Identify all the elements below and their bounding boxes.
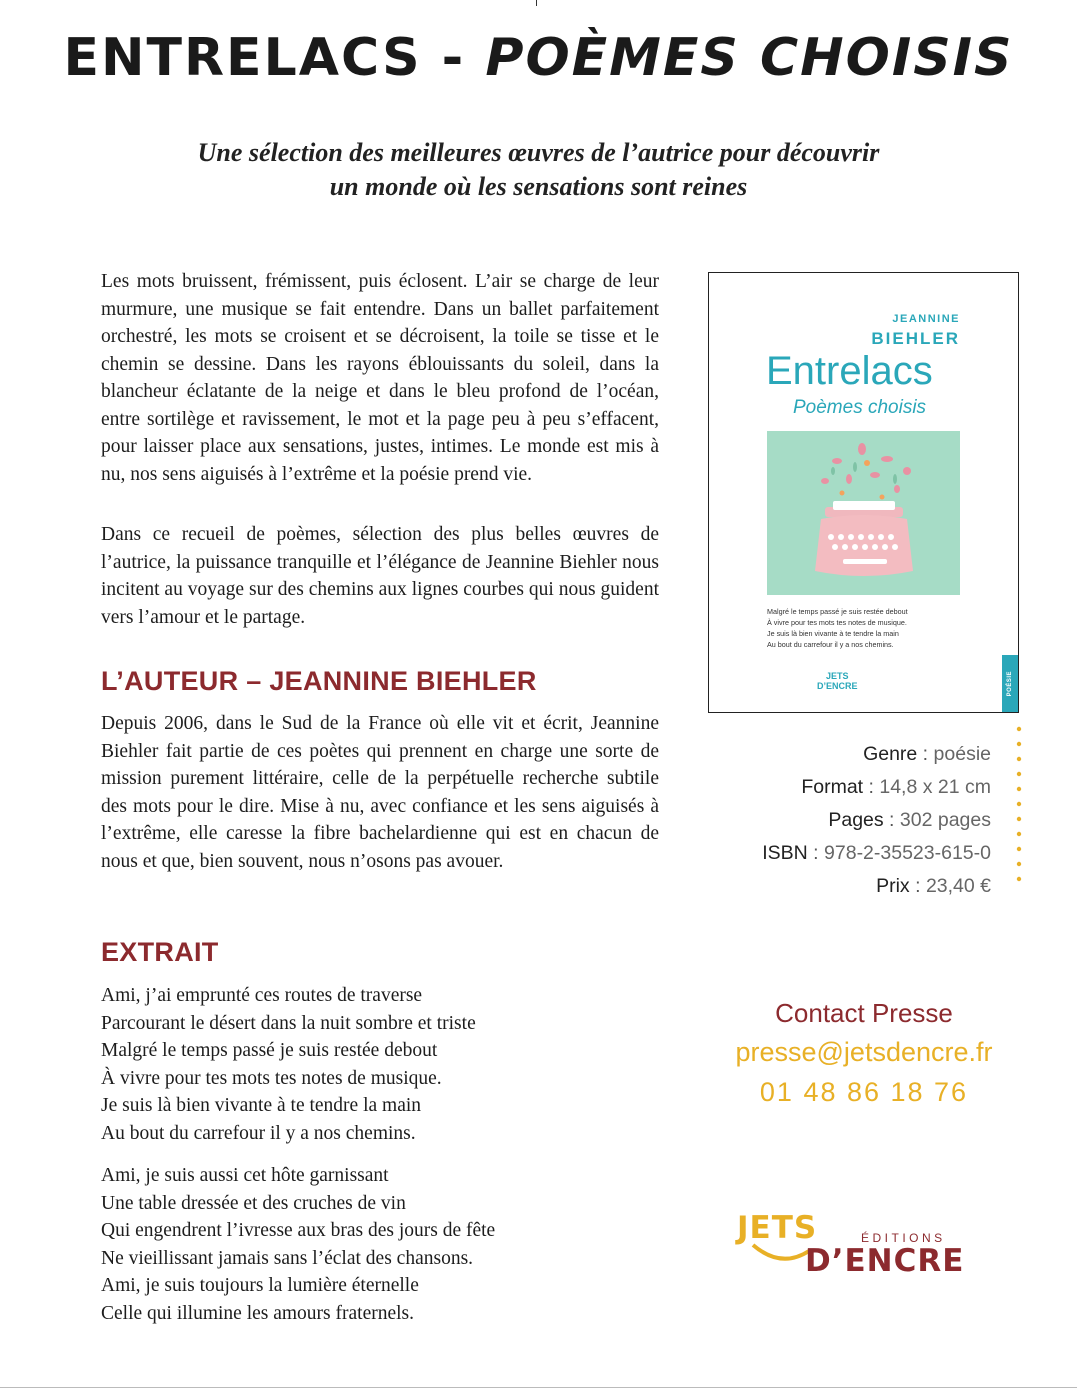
bottom-rule xyxy=(0,1387,1077,1388)
poem-line: Ami, je suis toujours la lumière éternelle xyxy=(101,1275,419,1296)
poem-line: Une table dressée et des cruches de vin xyxy=(101,1192,406,1214)
detail-value: 978-2-35523-615-0 xyxy=(824,842,991,864)
cover-quote-line: À vivre pour tes mots tes notes de musique. xyxy=(767,618,907,627)
detail-row: Prix : 23,40 € xyxy=(876,875,991,897)
cover-subtitle: Poèmes choisis xyxy=(793,397,927,418)
extract-heading: EXTRAIT xyxy=(101,937,219,967)
poem-line: Parcourant le désert dans la nuit sombre et triste xyxy=(101,1012,476,1034)
cover-publisher-logo xyxy=(817,671,858,691)
cover-author-first: JEANNINE xyxy=(892,313,960,325)
subtitle-line: Une sélection des meilleures œuvres de l’autrice pour découvrir xyxy=(197,138,880,167)
poem-line: Ne vieillissant jamais sans l’éclat des chansons. xyxy=(101,1247,474,1269)
logo-editions: ÉDITIONS xyxy=(861,1231,946,1245)
cover-logo-dencre: D’ENCRE xyxy=(817,681,858,691)
poem-line: Au bout du carrefour il y a nos chemins. xyxy=(101,1122,416,1144)
poem-line: À vivre pour tes mots tes notes de musique. xyxy=(101,1067,442,1089)
typewriter-illustration xyxy=(767,431,960,595)
title-main: ENTRELACS - xyxy=(63,28,486,88)
contact-label: Contact Presse xyxy=(775,998,953,1028)
poem-line: Qui engendrent l’ivresse aux bras des jours de fête xyxy=(101,1220,496,1241)
cover-quote-line: Au bout du carrefour il y a nos chemins. xyxy=(767,640,894,649)
detail-label: Pages xyxy=(828,809,884,831)
cover-spine-label: POÉSIE xyxy=(1007,671,1013,697)
detail-label: Genre xyxy=(863,743,918,765)
logo-swoosh-icon xyxy=(751,1243,811,1273)
subtitle-line: un monde où les sensations sont reines xyxy=(329,172,748,201)
cover-quote xyxy=(767,606,908,650)
typewriter-icon xyxy=(767,431,960,595)
detail-value: 302 pages xyxy=(899,809,991,831)
detail-label: Prix xyxy=(876,875,910,897)
poem-line: Malgré le temps passé je suis restée debout xyxy=(101,1040,438,1061)
detail-row: Format : 14,8 x 21 cm xyxy=(801,776,991,798)
detail-row: ISBN : 978-2-35523-615-0 xyxy=(762,842,991,864)
contact-phone[interactable]: 01 48 86 18 76 xyxy=(759,1077,969,1107)
poem-stanza-2 xyxy=(101,1162,495,1327)
poem-line: Ami, j’ai emprunté ces routes de traverse xyxy=(101,985,423,1006)
top-mark xyxy=(536,0,537,6)
cover-logo-jets: JETS xyxy=(826,671,849,681)
page-subtitle xyxy=(0,136,1077,204)
detail-value: 23,40 € xyxy=(925,875,991,897)
detail-label: Format xyxy=(801,776,864,798)
cover-quote-line: Je suis là bien vivante à te tendre la main xyxy=(767,629,899,638)
book-cover xyxy=(708,272,1019,713)
detail-label: ISBN xyxy=(762,842,808,864)
page-title xyxy=(0,28,1077,88)
cover-quote-line: Malgré le temps passé je suis restée debout xyxy=(767,607,908,616)
detail-row: Genre : poésie xyxy=(863,743,991,765)
poem-line: Je suis là bien vivante à te tendre la main xyxy=(101,1095,422,1116)
logo-jets: JETS xyxy=(737,1210,818,1246)
publisher-logo xyxy=(737,1210,987,1292)
detail-row: Pages : 302 pages xyxy=(828,809,991,831)
detail-value: poésie xyxy=(933,743,991,765)
poem-line: Celle qui illumine les amours fraternels. xyxy=(101,1302,414,1324)
logo-dencre: D’ENCRE xyxy=(805,1243,965,1279)
description-paragraph-1: Les mots bruissent, frémissent, puis éclosent. L’air se charge de leur murmure, une musique se fait entendre. Dans un ballet parfaitement orchestré, les mots se croisent et se décroisent, la toile se tisse et le chemin se dessine. Dans les rayons éblouissants du soleil, dans la blancheur éclatante de la neige et dans le bleu profond de l’océan, entre sortilège et ravissement, le mot et la page peu à peu s’effacent, pour laisser place aux sensations, justes, intimes. Le monde est mis à nu, nos sens aiguisés à l’extrême et la poésie prend vie. xyxy=(101,271,659,485)
detail-value: 14,8 x 21 cm xyxy=(879,776,991,798)
book-details xyxy=(762,738,991,903)
press-contact xyxy=(700,994,1028,1112)
poem-line: Ami, je suis aussi cet hôte garnissant xyxy=(101,1165,389,1186)
dotted-divider xyxy=(1016,726,1022,891)
description-paragraph-2: Dans ce recueil de poèmes, sélection des plus belles œuvres de l’autrice, la puissance tranquille et l’élégance de Jeannine Biehler nous incitent au voyage sur des chemins aux lignes courbes qui nous guident vers l’amour et le partage. xyxy=(101,524,659,628)
author-text: Depuis 2006, dans le Sud de la France où elle vit et écrit, Jeannine Biehler fait partie de ces poètes qui prennent en charge une sorte de mission purement littéraire, celle de la perpétuelle recherche subtile des mots pour le dire. Mise à nu, avec confiance et les sens aiguisés à l’extrême, elle caresse la fibre bachelardienne qui est en chacun de nous et que, bien souvent, nous n’osons pas avouer. xyxy=(101,713,659,872)
contact-email[interactable]: presse@jetsdencre.fr xyxy=(735,1037,993,1067)
cover-author-last: BIEHLER xyxy=(871,329,960,348)
poem-stanza-1 xyxy=(101,982,476,1147)
cover-spine-strip xyxy=(1002,655,1018,713)
cover-title: Entrelacs xyxy=(766,349,933,393)
title-italic: POÈMES CHOISIS xyxy=(485,28,1014,88)
author-heading: L’AUTEUR – JEANNINE BIEHLER xyxy=(101,666,537,696)
